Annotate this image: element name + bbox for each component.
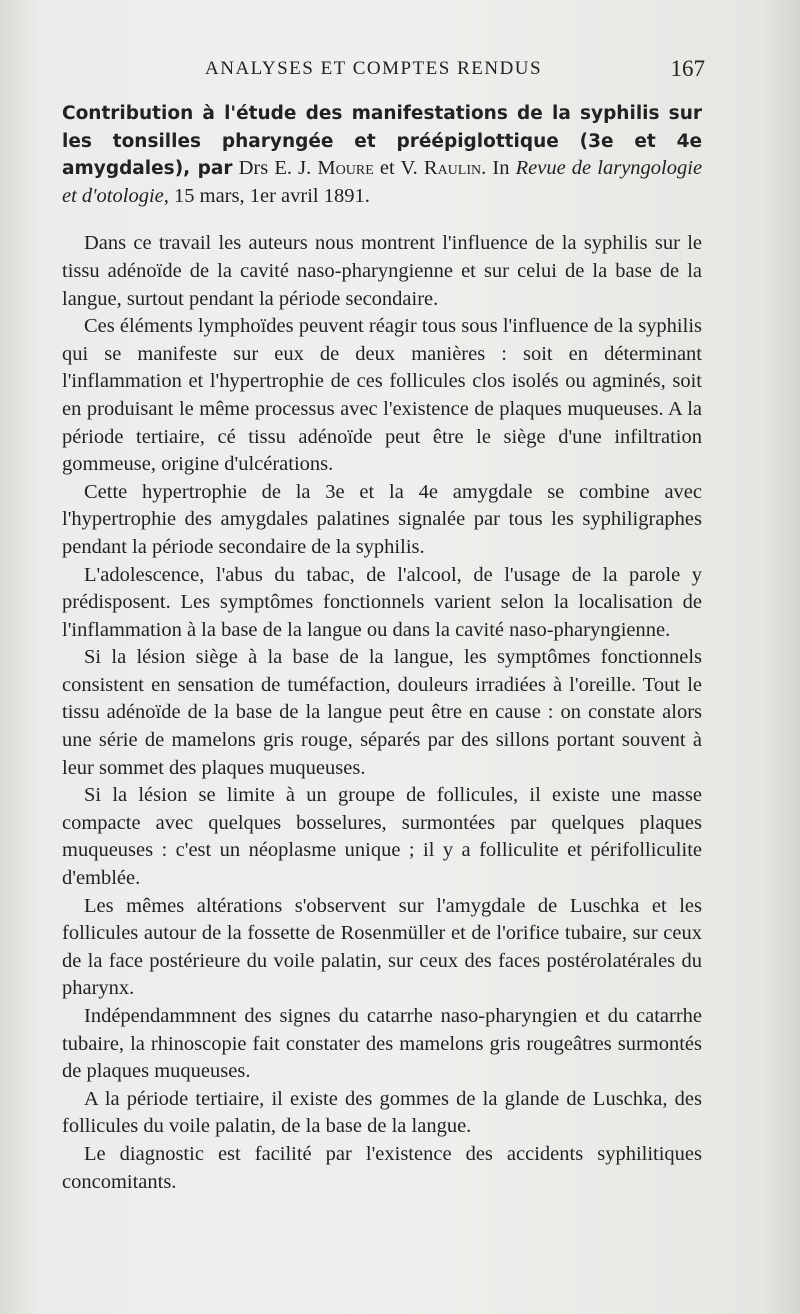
reference-in: . In	[481, 157, 510, 180]
paragraph: Les mêmes altérations s'observent sur l'amygdale de Luschka et les follicules autour de la fossette de Rosenmüller et de l'orifice tubaire, sur ceux de la face postérieure du voile palatin, sur ceux des faces postérolatérales du pharynx.	[62, 894, 702, 1000]
author1-initial: E. J.	[274, 157, 312, 180]
paragraph: Si la lésion se limite à un groupe de follicules, il existe une masse compacte avec quelques bosselures, surmontées par quelques plaques muqueuses : c'est un néoplasme unique ; il y a folliculite et périfolliculite d'emblée.	[62, 784, 702, 890]
article-body	[62, 100, 702, 1196]
paragraph: Le diagnostic est facilité par l'existence des accidents syphilitiques concomitants.	[62, 1142, 702, 1193]
author2-initial: V.	[400, 157, 418, 180]
author1-name: Moure	[317, 157, 374, 180]
reference-title: Contribution à l'étude des manifestations de la syphilis sur les tonsilles pharyngée et préépiglottique (3e et 4e amygdales), par	[62, 103, 702, 180]
page-number: 167	[670, 56, 705, 81]
author-conjunction: et	[379, 157, 395, 180]
bibliographic-reference	[62, 100, 702, 210]
paragraph: Indépendammnent des signes du catarrhe naso-pharyngien et du catarrhe tubaire, la rhinoscopie fait constater des mamelons gris rougeâtres surmontés de plaques muqueuses.	[62, 1005, 702, 1083]
journal-title: Revue de laryngologie et d'otologie	[62, 157, 703, 207]
running-head	[205, 58, 705, 86]
paragraph: A la période tertiaire, il existe des gommes de la glande de Luschka, des follicules du voile palatin, de la base de la langue.	[62, 1087, 702, 1138]
paragraph: Ces éléments lymphoïdes peuvent réagir tous sous l'influence de la syphilis qui se manifeste sur eux de deux manières : soit en déterminant l'inflammation et l'hypertrophie de ces follicules clos isolés ou agminés, soit en produisant le même processus avec l'existence de plaques muqueuses. A la période tertiaire, cé tissu adénoïde peut être le siège d'une infiltration gommeuse, origine d'ulcérations.	[62, 315, 702, 476]
paragraph: Si la lésion siège à la base de la langue, les symptômes fonctionnels consistent en sensation de tuméfaction, douleurs irradiées à l'oreille. Tout le tissu adénoïde de la base de la langue peut être en cause : on constate alors une série de mamelons gris rouge, séparés par des sillons portant souvent à leur sommet des plaques muqueuses.	[62, 646, 702, 779]
paragraph: Cette hypertrophie de la 3e et la 4e amygdale se combine avec l'hypertrophie des amygdales palatines signalée par tous les syphiligraphes pendant la période secondaire de la syphilis.	[62, 480, 702, 558]
paragraph: Dans ce travail les auteurs nous montrent l'influence de la syphilis sur le tissu adénoïde de la cavité naso-pharyngienne et sur celui de la base de la langue, surtout pendant la période secondaire.	[62, 232, 702, 310]
author2-name: Raulin	[423, 157, 482, 180]
publication-date: , 15 mars, 1er avril 1891.	[163, 184, 370, 207]
paragraph: L'adolescence, l'abus du tabac, de l'alcool, de l'usage de la parole y prédisposent. Les symptômes fonctionnels varient selon la localisation de l'inflammation à la base de la langue ou dans la cavité naso-pharyngienne.	[62, 563, 702, 641]
authors-prefix: Drs	[238, 157, 269, 180]
running-title: ANALYSES ET COMPTES RENDUS	[205, 58, 543, 79]
